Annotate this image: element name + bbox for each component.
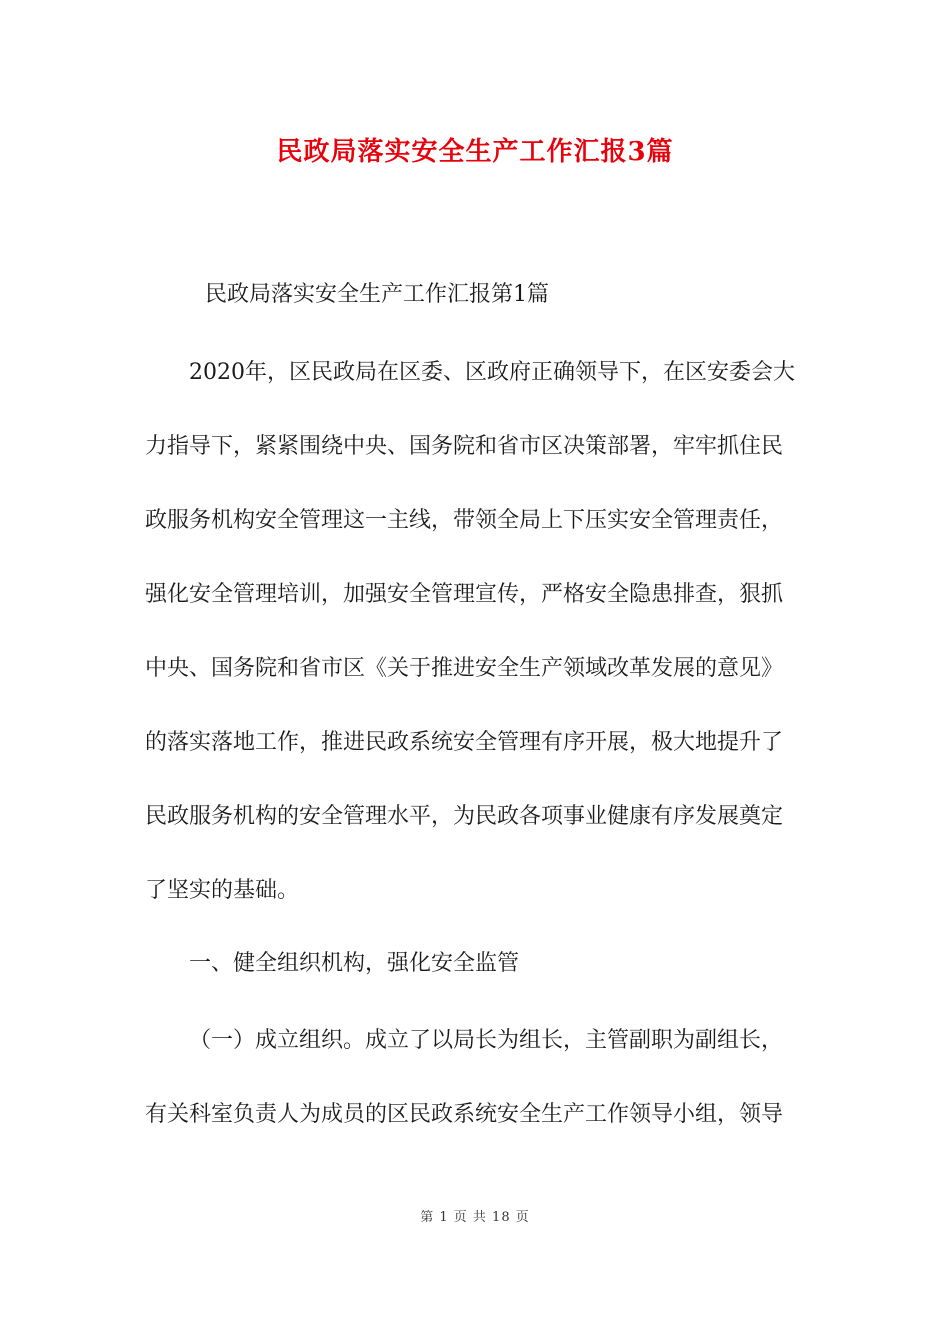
paragraph-line: （一）成立组织。成立了以局长为组长，主管副职为副组长， (189, 1028, 784, 1053)
document-title: 民政局落实安全生产工作汇报3篇 (276, 137, 674, 167)
paragraph-line: 有关科室负责人为成员的区民政系统安全生产工作领导小组，领导 (145, 1102, 784, 1127)
paragraph-line: 民政服务机构的安全管理水平，为民政各项事业健康有序发展奠定 (145, 804, 784, 829)
paragraph-line: 强化安全管理培训，加强安全管理宣传，严格安全隐患排查，狠抓 (145, 582, 784, 607)
paragraph-line: 的落实落地工作，推进民政系统安全管理有序开展，极大地提升了 (145, 730, 784, 755)
section-subtitle: 民政局落实安全生产工作汇报第1篇 (205, 282, 549, 307)
paragraph-line: 了坚实的基础。 (145, 878, 300, 903)
paragraph-intro (145, 336, 805, 928)
paragraph-line: 力指导下，紧紧围绕中央、国务院和省市区决策部署，牢牢抓住民 (145, 434, 784, 459)
paragraph-line: 中央、国务院和省市区《关于推进安全生产领域改革发展的意见》 (145, 656, 784, 681)
paragraph-line: 2020年，区民政局在区委、区政府正确领导下，在区安委会大 (189, 360, 795, 385)
paragraph-organization (145, 1004, 805, 1152)
paragraph-line: 政服务机构安全管理这一主线，带领全局上下压实安全管理责任， (145, 508, 784, 533)
page-number-footer: 第 1 页 共 18 页 (420, 1210, 530, 1225)
section-heading: 一、健全组织机构，强化安全监管 (189, 951, 520, 976)
